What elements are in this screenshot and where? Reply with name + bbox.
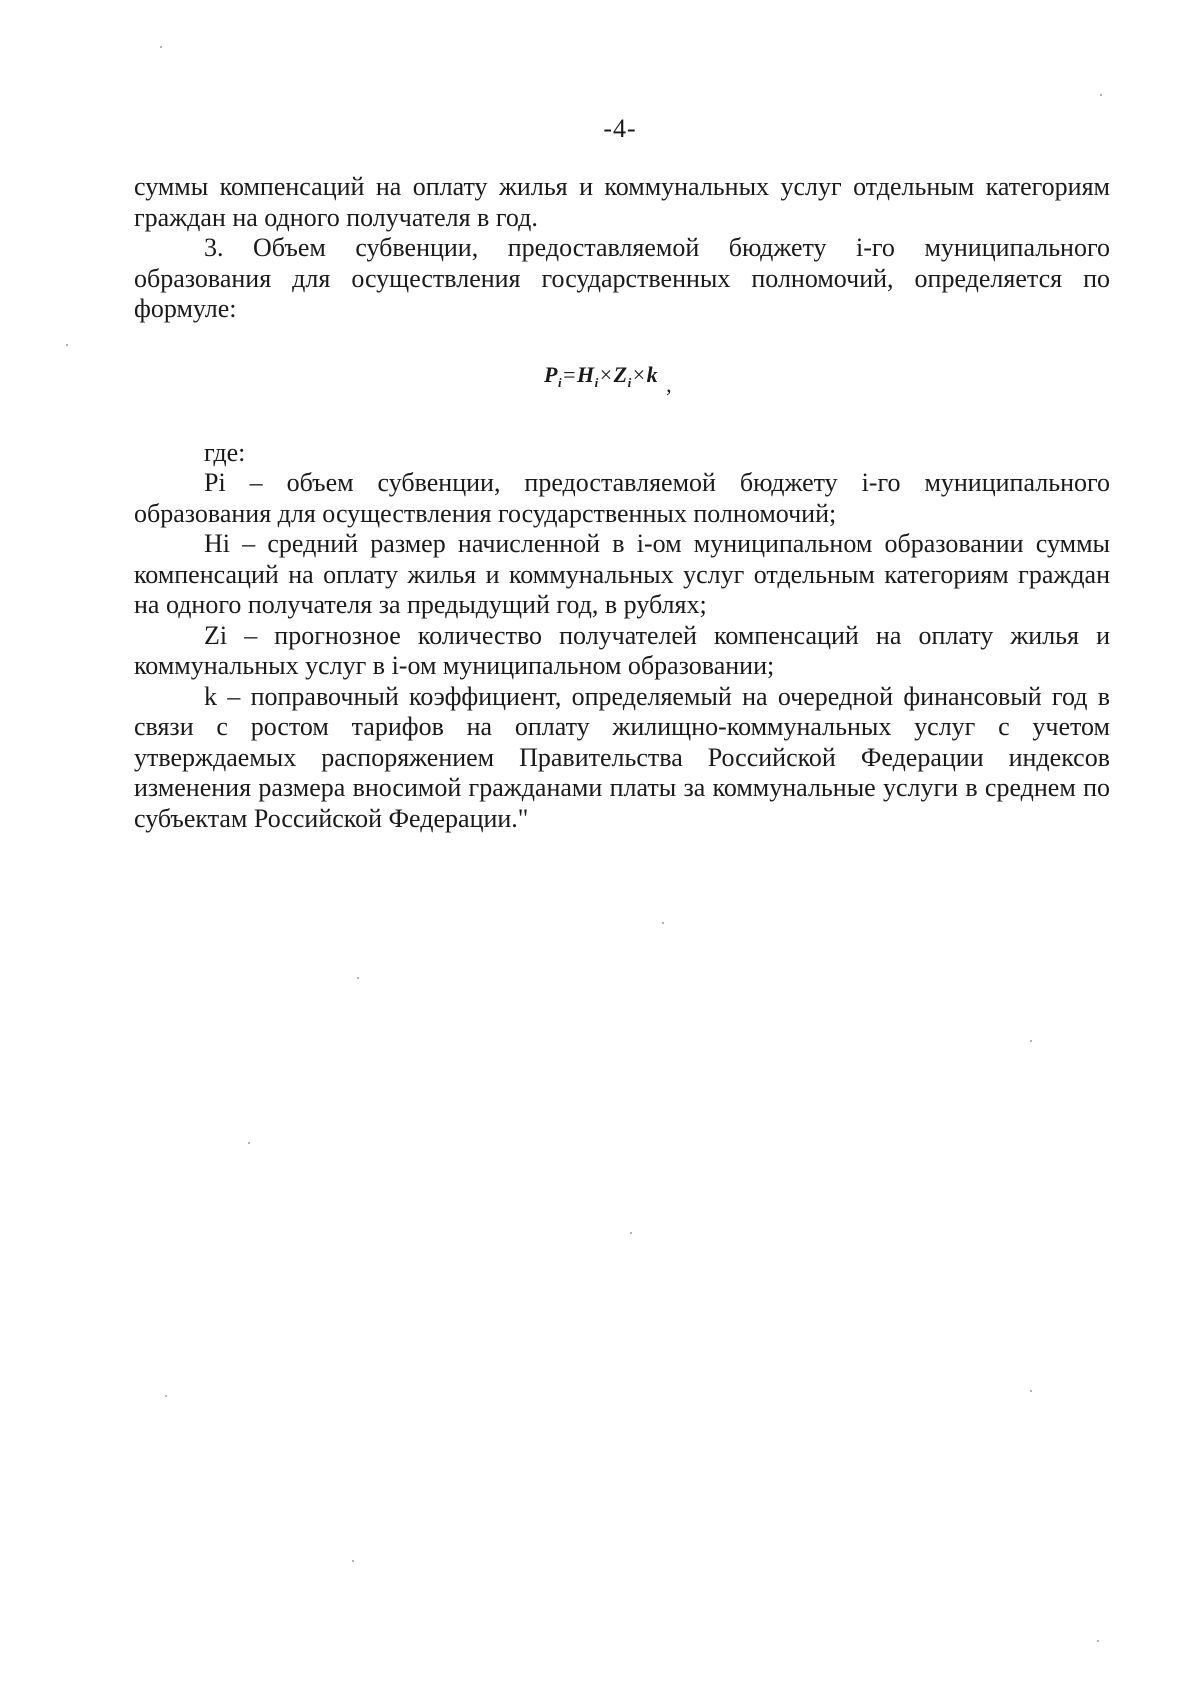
document-body bbox=[134, 172, 1110, 834]
formula-h: H bbox=[577, 361, 595, 387]
definition-hi: Hi – средний размер начисленной в i-ом муниципальном образовании суммы компенсаций на оплату жилья и коммунальных услуг отдельным категориям граждан на одного получателя за предыдущий год, в рублях; bbox=[134, 529, 1110, 619]
scan-speck bbox=[352, 1560, 354, 1562]
formula-comma: , bbox=[666, 371, 673, 397]
formula-block bbox=[134, 325, 1110, 438]
formula-sub-p: i bbox=[557, 374, 563, 390]
formula-k: k bbox=[646, 361, 659, 387]
formula-p: P bbox=[544, 361, 558, 387]
paragraph-where: где: bbox=[204, 437, 246, 467]
formula-times-2: × bbox=[632, 361, 646, 387]
definition-zi: Zi – прогнозное количество получателей компенсаций на оплату жилья и коммунальных услуг в i-ом муниципальном образовании; bbox=[134, 620, 1110, 680]
definition-k: k – поправочный коэффициент, определяемый на очередной финансовый год в связи с ростом тарифов на оплату жилищно-коммунальных услуг с учетом утверждаемых распоряжением Правительства Российской Федерации индексов изменения размера вносимой гражданами платы за коммунальные услуги в среднем по субъектам Российской Федерации." bbox=[134, 681, 1110, 833]
definition-pi: Pi – объем субвенции, предоставляемой бюджету i-го муниципального образования для осуществления государственных полномочий; bbox=[134, 468, 1110, 528]
subvention-formula bbox=[544, 360, 673, 399]
page-number: -4- bbox=[603, 114, 637, 143]
scan-speck bbox=[357, 977, 359, 979]
scan-speck bbox=[165, 1395, 167, 1397]
formula-sub-z: i bbox=[627, 374, 632, 390]
scan-speck bbox=[1097, 1640, 1099, 1642]
scan-speck bbox=[1030, 1390, 1032, 1392]
paragraph-continuation: суммы компенсаций на оплату жилья и коммунальных услуг отдельным категориям граждан на одного получателя в год. bbox=[134, 172, 1110, 232]
scan-speck bbox=[160, 46, 162, 48]
formula-times-1: × bbox=[599, 361, 613, 387]
paragraph-item-3: 3. Объем субвенции, предоставляемой бюджету i-го муниципального образования для осуществления государственных полномочий, определяется по формуле: bbox=[134, 233, 1110, 323]
formula-equals: = bbox=[563, 361, 576, 387]
formula-sub-h: i bbox=[594, 374, 599, 390]
scan-speck bbox=[662, 922, 664, 924]
scan-speck bbox=[630, 1232, 632, 1234]
scan-speck bbox=[248, 1142, 250, 1144]
scan-speck bbox=[1100, 94, 1102, 96]
scan-speck bbox=[66, 344, 68, 346]
scan-speck bbox=[1030, 1040, 1032, 1042]
formula-z: Z bbox=[613, 361, 628, 387]
